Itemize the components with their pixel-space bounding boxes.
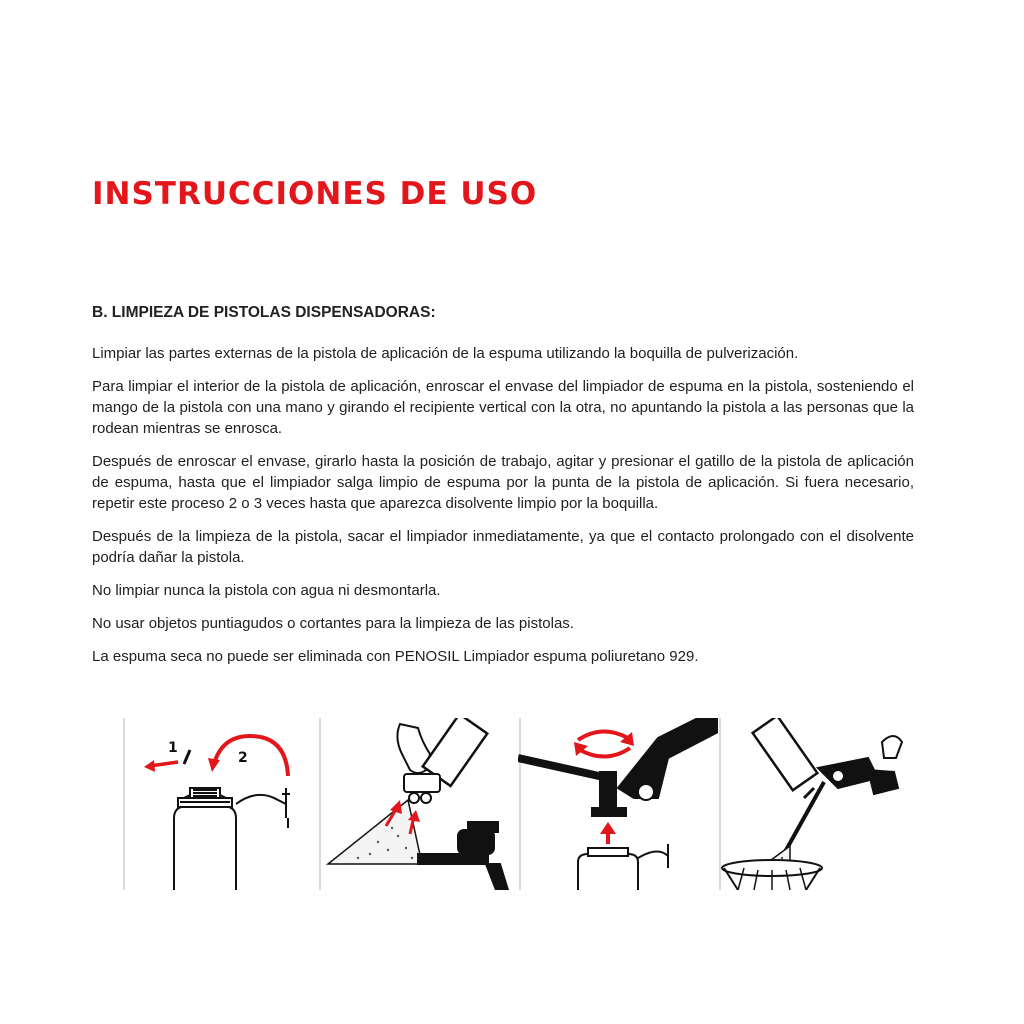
cleaning-illustrations xyxy=(118,718,908,890)
paragraph-internal-cleaning: Para limpiar el interior de la pistola de aplicación, enroscar el envase del limpiador de espuma en la pistola, sosteniendo el mango de la pistola con una mano y girando el recipiente vertical con la otra, no apuntando la pistola a las personas que la rodean mientras se enrosca. xyxy=(92,378,914,437)
paragraph-remove-cleaner: Después de la limpieza de la pistola, sacar el limpiador inmediatamente, ya que el contacto prolongado con el disolvente podría dañar la pistola. xyxy=(92,528,914,566)
cleaner-can-icon xyxy=(578,844,668,890)
gun-nozzle-icon xyxy=(404,774,440,803)
step-label-1: 1 xyxy=(168,740,178,756)
illustration-step-rotate xyxy=(518,718,718,890)
paragraph-external-cleaning: Limpiar las partes externas de la pistola de aplicación de la espuma utilizando la boquilla de pulverización. xyxy=(92,345,799,362)
spray-cone-icon xyxy=(328,800,422,864)
paragraph-no-sharp-objects: No usar objetos puntiagudos o cortantes para la limpieza de las pistolas. xyxy=(92,615,574,632)
illustration-step-unscrew xyxy=(118,718,318,890)
aerosol-can-icon xyxy=(174,792,236,890)
paragraph-dry-foam: La espuma seca no puede ser eliminada con PENOSIL Limpiador espuma poliuretano 929. xyxy=(92,648,699,665)
paragraph-trigger-process: Después de enroscar el envase, girarlo hasta la posición de trabajo, agitar y presionar el gatillo de la pistola de aplicación de espuma, hasta que el limpiador salga limpio de espuma por la punta de la pistola de aplicación. Si fuera necesario, repetir este proceso 2 o 3 veces hasta que aparezca disolvente limpio por la boquilla. xyxy=(92,453,914,512)
cleaning-section xyxy=(92,304,914,679)
tube-icon xyxy=(236,788,290,828)
illustration-step-spray xyxy=(318,718,518,890)
cleaner-can-icon xyxy=(753,718,818,790)
arrow-2-icon xyxy=(208,736,288,776)
page-title: INSTRUCCIONES DE USO xyxy=(92,176,538,212)
nozzle-icon xyxy=(184,750,190,764)
section-heading: B. LIMPIEZA DE PISTOLAS DISPENSADORAS: xyxy=(92,304,436,321)
foam-gun-icon xyxy=(418,822,508,890)
up-arrow-icon xyxy=(600,822,616,844)
cap-icon xyxy=(190,788,220,798)
rotate-arrows-icon xyxy=(574,731,634,756)
illustration-step-dispense xyxy=(718,718,908,890)
paragraph-no-water: No limpiar nunca la pistola con agua ni desmontarla. xyxy=(92,582,441,599)
waste-bin-icon xyxy=(722,860,822,890)
arrow-1-icon xyxy=(144,760,178,772)
step-label-2: 2 xyxy=(238,750,248,766)
